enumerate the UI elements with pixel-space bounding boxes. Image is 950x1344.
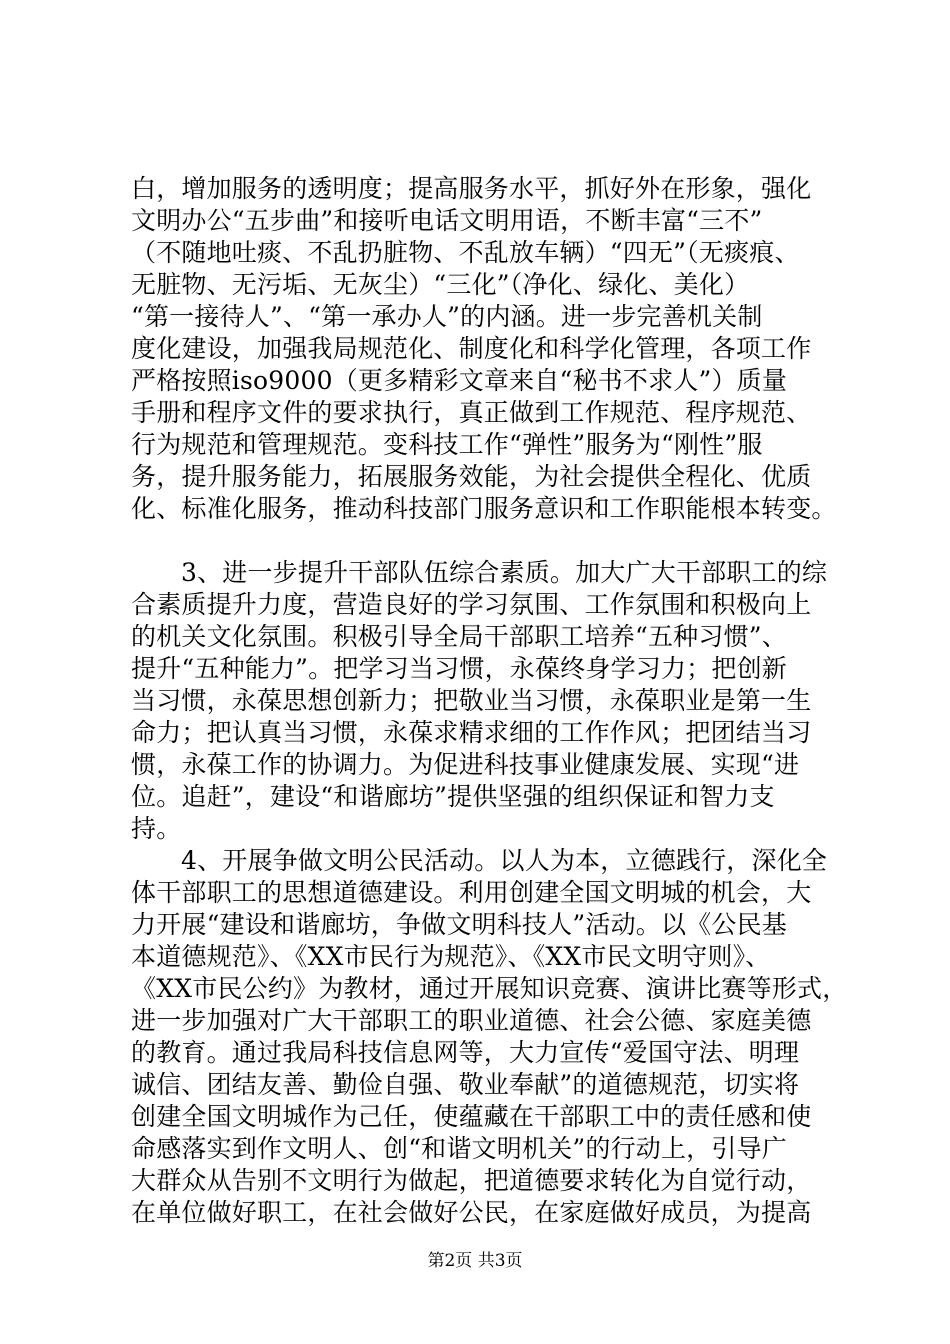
text-line: 持。 (131, 814, 182, 843)
paragraph-service-improvement (131, 173, 837, 525)
text-line: 无脏物、无污垢、无灰尘）“三化”（净化、绿化、美化） (131, 270, 750, 299)
text-line: 惯，永葆工作的协调力。为促进科技事业健康发展、实现“进 (131, 750, 800, 779)
paragraph-civilized-citizen (131, 845, 848, 1229)
text-line: 的教育。通过我局科技信息网等，大力宣传“爱国守法、明理 (131, 1038, 800, 1067)
page-number-footer: 第2页 共3页 (427, 1251, 523, 1271)
text-line: 白，增加服务的透明度；提高服务水平，抓好外在形象，强化 (131, 174, 812, 203)
text-line: 位。追赶”，建设“和谐廊坊”提供坚强的组织保证和智力支 (131, 782, 775, 811)
text-line: 文明办公“五步曲”和接听电话文明用语，不断丰富“三不” (131, 206, 763, 235)
text-line: 命力；把认真当习惯，永葆求精求细的工作作风；把团结当习 (131, 718, 812, 747)
text-line: 化、标准化服务，推动科技部门服务意识和工作职能根本转变。 (131, 494, 837, 523)
text-line: 诚信、团结友善、勤俭自强、敬业奉献”的道德规范，切实将 (131, 1070, 800, 1099)
text-line: 严格按照iso9000（更多精彩文章来自“秘书不求人”）质量 (131, 366, 788, 395)
text-line: 命感落实到作文明人、创“和谐文明机关”的行动上，引导广 (131, 1134, 787, 1163)
text-line: 体干部职工的思想道德建设。利用创建全国文明城的机会，大 (131, 878, 812, 907)
text-line: 度化建设，加强我局规范化、制度化和科学化管理，各项工作 (131, 334, 812, 363)
text-line: “第一接待人”、“第一承办人”的内涵。进一步完善机关制 (131, 302, 763, 331)
text-line: 力开展“建设和谐廊坊，争做文明科技人”活动。以《公民基 (131, 910, 787, 939)
text-line: 4、开展争做文明公民活动。以人为本，立德践行，深化全 (181, 846, 828, 875)
text-line: 务，提升服务能力，拓展服务效能，为社会提供全程化、优质 (131, 462, 812, 491)
text-line: 3、进一步提升干部队伍综合素质。加大广大干部职工的综 (181, 558, 828, 587)
text-line: 创建全国文明城作为己任，使蕴藏在干部职工中的责任感和使 (131, 1102, 812, 1131)
text-line: 进一步加强对广大干部职工的职业道德、社会公德、家庭美德 (131, 1006, 812, 1035)
text-line: 手册和程序文件的要求执行，真正做到工作规范、程序规范、 (131, 398, 812, 427)
text-line: 提升“五种能力”。把学习当习惯，永葆终身学习力；把创新 (131, 654, 787, 683)
paragraph-cadre-quality (131, 557, 831, 845)
text-line: 在单位做好职工，在社会做好公民，在家庭做好成员，为提高 (131, 1198, 812, 1227)
text-line: 的机关文化氛围。积极引导全局干部职工培养“五种习惯”、 (131, 622, 787, 651)
text-line: （不随地吐痰、不乱扔脏物、不乱放车辆）“四无”（无痰痕、 (131, 238, 800, 267)
text-line: 合素质提升力度，营造良好的学习氛围、工作氛围和积极向上 (131, 590, 812, 619)
paragraph-spacer (131, 525, 831, 557)
text-line: 行为规范和管理规范。变科技工作“弹性”服务为“刚性”服 (131, 430, 763, 459)
text-line: 《XX市民公约》为教材，通过开展知识竞赛、演讲比赛等形式， (131, 974, 848, 1003)
text-line: 大群众从告别不文明行为做起，把道德要求转化为自觉行动， (131, 1166, 812, 1195)
text-line: 当习惯，永葆思想创新力；把敬业当习惯，永葆职业是第一生 (131, 686, 812, 715)
text-line: 本道德规范》、《XX市民行为规范》、《XX市民文明守则》、 (131, 942, 771, 971)
document-body (131, 173, 848, 1229)
